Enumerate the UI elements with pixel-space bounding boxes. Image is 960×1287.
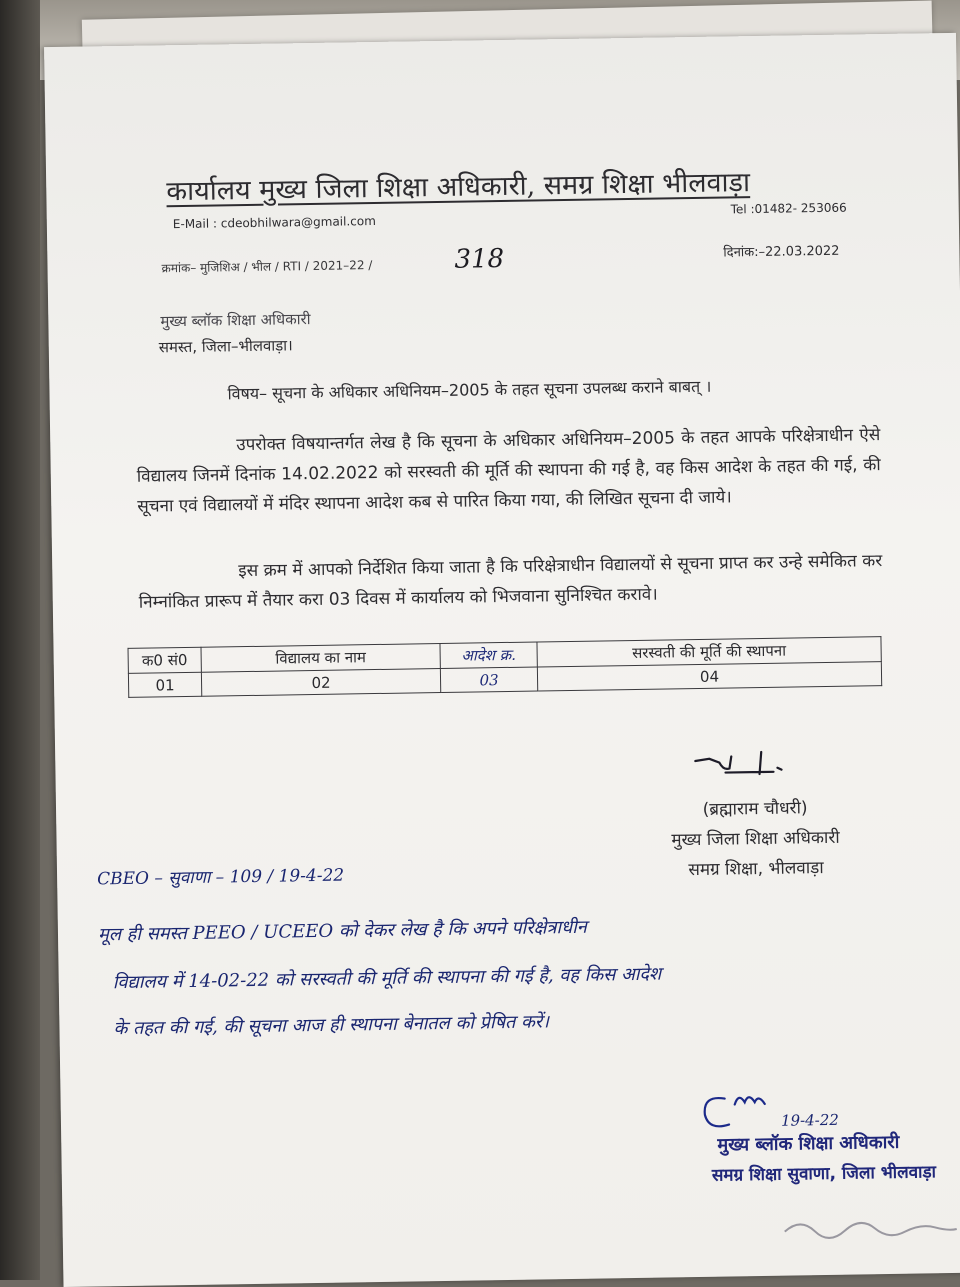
indent [138,576,238,578]
signatory-name: (ब्रह्माराम चौधरी) [702,798,808,820]
table-cell: 03 [440,667,537,693]
body-paragraph-2-text: इस क्रम में आपको निर्देशित किया जाता है कि परिक्षेत्राधीन विद्यालयों से सूचना प्राप्त कर उन्हे समेकित कर निम्नांकित प्रारूप में तैयार करा 03 दिवस में कार्यालय को भिजवाना सुनिश्चित करावे। [138,551,883,613]
table-header-cell: क0 सं0 [128,647,201,673]
reference-number: क्रमांक– मुजिशिअ / भील / RTI / 2021–22 / [161,258,373,276]
background-left [0,0,40,1280]
indent [136,450,236,452]
office-header: कार्यालय मुख्य जिला शिक्षा अधिकारी, समग्र शिक्षा भीलवाड़ा [166,167,751,208]
body-paragraph-1-text: उपरोक्त विषयान्तर्गत लेख है कि सूचना के अधिकार अधिनियम–2005 के तहत आपके परिक्षेत्राधीन ऐसे विद्यालय जिनमें दिनांक 14.02.2022 को सरस्वती की मूर्ति की स्थापना की गई है, वह किस आदेश के तहत की गई, की सूचना एवं विद्यालयों में मंदिर स्थापना आदेश कब से पारित किया गया, की लिखित सूचना दी जाये। [136,425,881,517]
officer-signature [689,741,800,787]
table-header-cell-handwritten: आदेश क्र. [440,642,537,669]
body-paragraph-1 [136,420,881,522]
letter-page [44,33,960,1287]
table-cell: 02 [201,669,440,697]
forwarding-note-line-1: मूल ही समस्त PEEO / UCEEO को देकर लेख है कि अपने परिक्षेत्राधीन [97,916,587,946]
officer-stamp-title: मुख्य ब्लॉक शिक्षा अधिकारी [717,1131,900,1156]
subject-line: विषय– सूचना के अधिकार अधिनियम–2005 के तहत सूचना उपलब्ध कराने बाबत् । [227,376,712,404]
email-line: E-Mail : cdeobhilwara@gmail.com [172,213,376,232]
info-format-table [128,636,883,698]
faint-scribble [780,1209,960,1246]
tel-line: Tel :01482- 253066 [730,200,847,217]
body-paragraph-2 [138,546,883,618]
table-cell: 01 [128,672,201,697]
forwarding-ref-line: CBEO – सुवाणा – 109 / 19-4-22 [96,865,345,890]
signature-date: 19-4-22 [780,1110,840,1130]
table-header-cell: विद्यालय का नाम [201,644,440,673]
officer-stamp-office: समग्र शिक्षा सुवाणा, जिला भीलवाड़ा [711,1162,937,1186]
forwarding-note-line-3: के तहत की गई, की सूचना आज ही स्थापना बेनातल को प्रेषित करें। [113,1011,550,1040]
table-cell: 04 [537,662,881,691]
addressee-line-1: मुख्य ब्लॉक शिक्षा अधिकारी [160,310,311,331]
forwarding-note-line-2: विद्यालय में 14-02-22 को सरस्वती की मूर्ति की स्थापना की गई है, वह किस आदेश [112,963,662,994]
signatory-office: समग्र शिक्षा, भीलवाड़ा [688,858,824,881]
letter-date: दिनांक:–22.03.2022 [723,243,840,261]
signatory-title: मुख्य जिला शिक्षा अधिकारी [671,827,840,851]
signature-block [640,792,871,886]
handwritten-ref-number: 318 [454,243,505,275]
table-header-cell: सरस्वती की मूर्ति की स्थापना [537,637,881,667]
addressee-line-2: समस्त, जिला–भीलवाड़ा। [158,336,293,357]
